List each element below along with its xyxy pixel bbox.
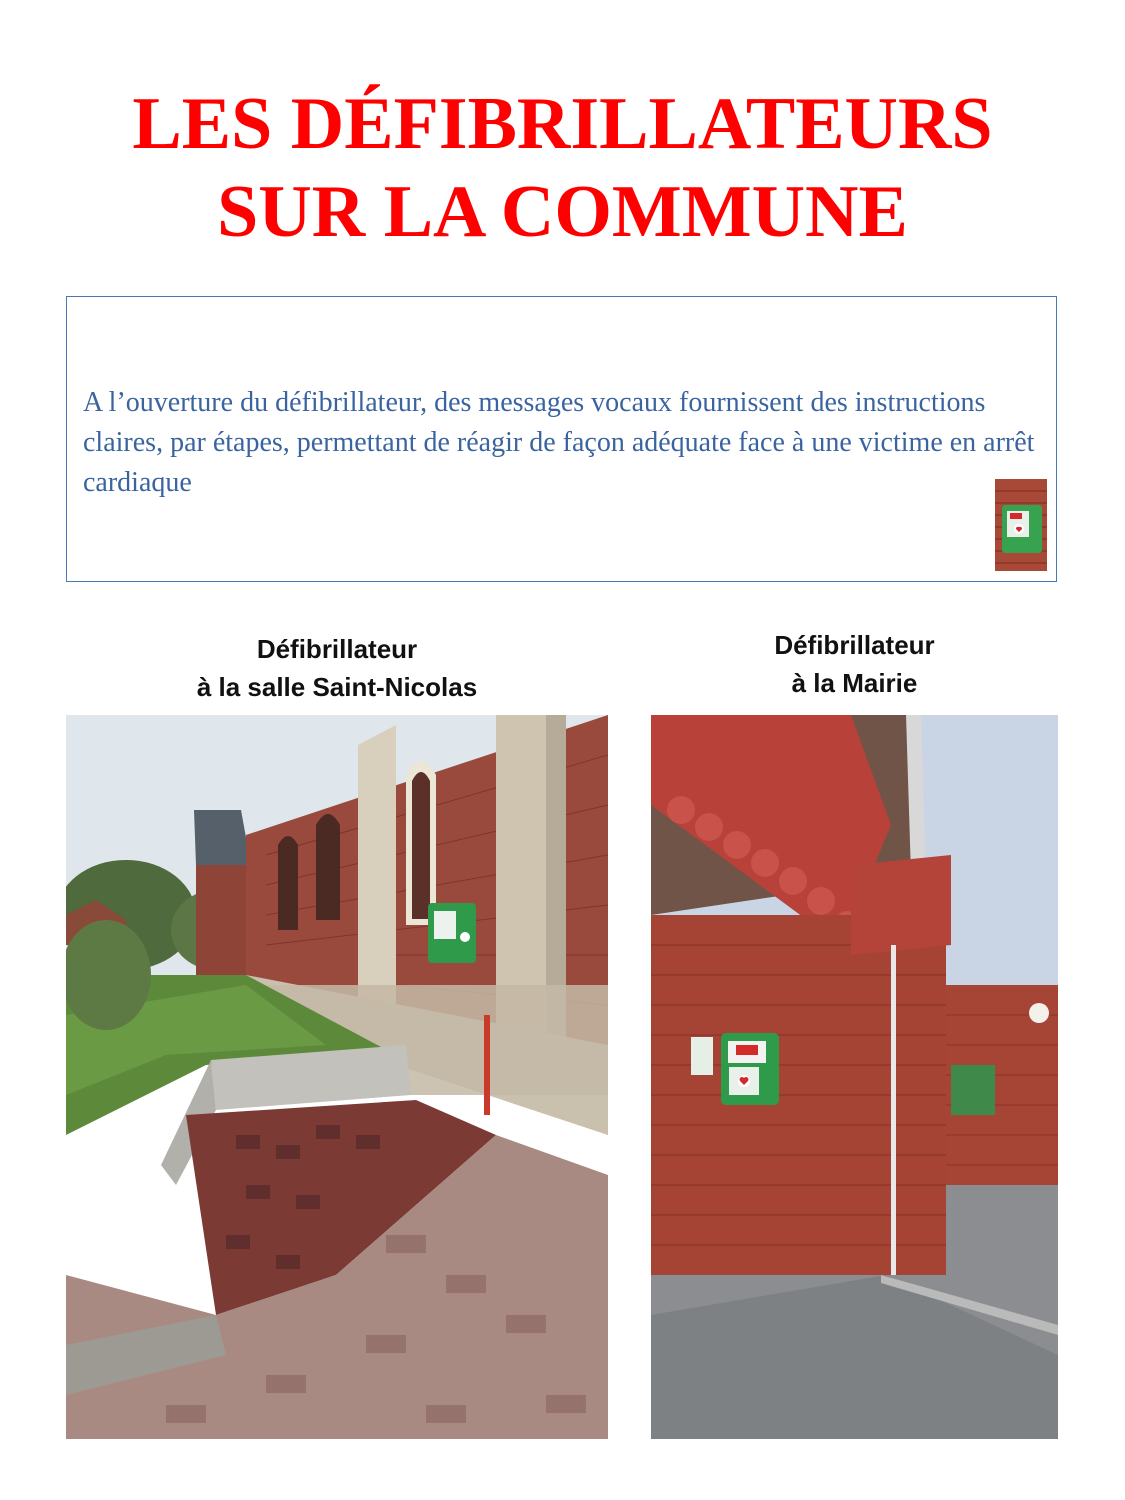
- aed-thumbnail-image: [995, 479, 1047, 571]
- photo-salle-saint-nicolas: [66, 715, 608, 1439]
- photo-mairie: [651, 715, 1058, 1439]
- info-box: [66, 296, 1057, 582]
- caption-mairie: [651, 626, 1058, 702]
- info-text: A l’ouverture du défibrillateur, des messages vocaux fournissent des instructions claires, par étapes, permettant de réagir de façon adéquate face à une victime en arrêt cardiaque: [83, 387, 1035, 498]
- title-line-2: SUR LA COMMUNE: [217, 171, 908, 253]
- title-line-1: LES DÉFIBRILLATEURS: [132, 83, 993, 165]
- caption-mairie-line-2: à la Mairie: [791, 668, 918, 698]
- caption-mairie-line-1: Défibrillateur: [774, 630, 935, 660]
- caption-saint-nicolas-line-1: Défibrillateur: [256, 634, 418, 664]
- caption-saint-nicolas: [66, 630, 608, 706]
- page-title: [0, 80, 1125, 256]
- caption-saint-nicolas-line-2: à la salle Saint-Nicolas: [196, 672, 478, 702]
